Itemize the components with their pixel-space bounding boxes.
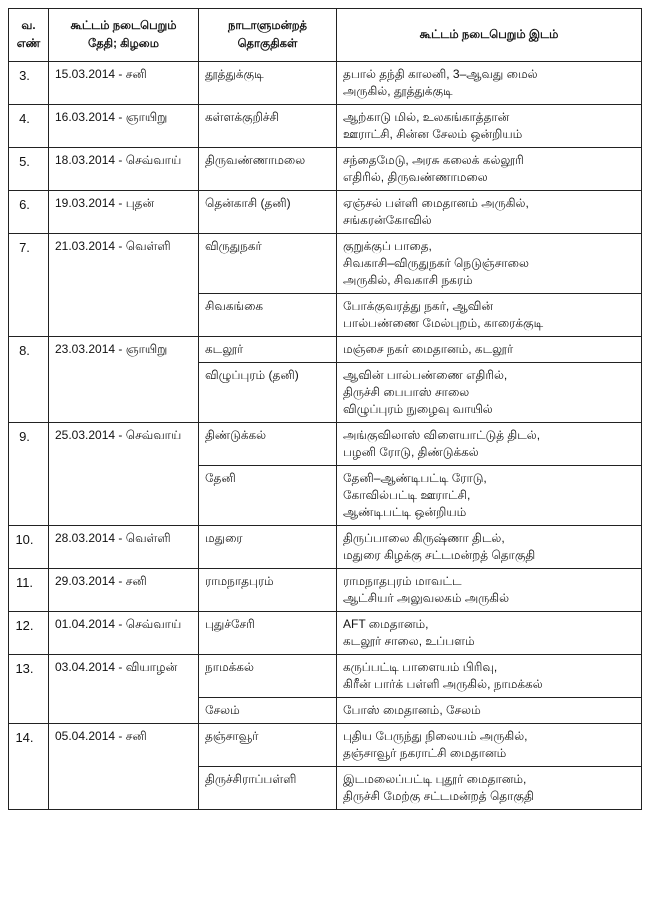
serial-number: 7.	[9, 234, 49, 337]
venue: ராமநாதபுரம் மாவட்ட ஆட்சியர் அலுவலகம் அருகில்	[337, 569, 642, 612]
serial-number: 13.	[9, 655, 49, 724]
serial-number: 10.	[9, 526, 49, 569]
table-row	[9, 526, 642, 569]
constituency: சிவகங்கை	[199, 294, 337, 337]
venue: ஏஞ்சல் பள்ளி மைதானம் அருகில், சங்கரன்கோவில்	[337, 191, 642, 234]
venue: புதிய பேருந்து நிலையம் அருகில், தஞ்சாவூர் நகராட்சி மைதானம்	[337, 724, 642, 767]
table-row	[9, 191, 642, 234]
date-day: 21.03.2014 - வெள்ளி	[49, 234, 199, 337]
constituency: திருவண்ணாமலை	[199, 148, 337, 191]
table-row	[9, 612, 642, 655]
venue: இடமலைப்பட்டி புதூர் மைதானம், திருச்சி மேற்கு சட்டமன்றத் தொகுதி	[337, 767, 642, 810]
venue: தபால் தந்தி காலனி, 3–ஆவது மைல் அருகில், தூத்துக்குடி	[337, 62, 642, 105]
serial-number: 6.	[9, 191, 49, 234]
date-day: 25.03.2014 - செவ்வாய்	[49, 423, 199, 526]
constituency: திண்டுக்கல்	[199, 423, 337, 466]
constituency: மதுரை	[199, 526, 337, 569]
table-row	[9, 62, 642, 105]
date-day: 05.04.2014 - சனி	[49, 724, 199, 810]
constituency: தூத்துக்குடி	[199, 62, 337, 105]
date-day: 18.03.2014 - செவ்வாய்	[49, 148, 199, 191]
table-row	[9, 148, 642, 191]
venue: AFT மைதானம், கடலூர் சாலை, உப்பளம்	[337, 612, 642, 655]
venue: போஸ் மைதானம், சேலம்	[337, 698, 642, 724]
date-day: 16.03.2014 - ஞாயிறு	[49, 105, 199, 148]
venue: கருப்பட்டி பாளையம் பிரிவு, கிரீன் பார்க் பள்ளி அருகில், நாமக்கல்	[337, 655, 642, 698]
constituency: நாமக்கல்	[199, 655, 337, 698]
venue: ஆற்காடு மில், உலகங்காத்தான் ஊராட்சி, சின்ன சேலம் ஒன்றியம்	[337, 105, 642, 148]
constituency: கடலூர்	[199, 337, 337, 363]
constituency: தஞ்சாவூர்	[199, 724, 337, 767]
header-date-day: கூட்டம் நடைபெறும் தேதி; கிழமை	[49, 9, 199, 62]
serial-number: 8.	[9, 337, 49, 423]
venue: அங்குவிலாஸ் விளையாட்டுத் திடல், பழனி ரோடு, திண்டுக்கல்	[337, 423, 642, 466]
serial-number: 5.	[9, 148, 49, 191]
constituency: ராமநாதபுரம்	[199, 569, 337, 612]
header-row	[9, 9, 642, 62]
schedule-table	[8, 8, 642, 810]
table-row	[9, 569, 642, 612]
venue: ஆவின் பால்பண்ணை எதிரில், திருச்சி பைபாஸ் சாலை விழுப்புரம் நுழைவு வாயில்	[337, 363, 642, 423]
header-serial-number: வ. எண்	[9, 9, 49, 62]
constituency: தேனி	[199, 466, 337, 526]
date-day: 28.03.2014 - வெள்ளி	[49, 526, 199, 569]
constituency: தென்காசி (தனி)	[199, 191, 337, 234]
table-row	[9, 423, 642, 466]
header-constituency: நாடாளுமன்றத் தொகுதிகள்	[199, 9, 337, 62]
date-day: 15.03.2014 - சனி	[49, 62, 199, 105]
constituency: திருச்சிராப்பள்ளி	[199, 767, 337, 810]
table-row	[9, 337, 642, 363]
constituency: விழுப்புரம் (தனி)	[199, 363, 337, 423]
date-day: 19.03.2014 - புதன்	[49, 191, 199, 234]
table-row	[9, 105, 642, 148]
venue: போக்குவரத்து நகர், ஆவின் பால்பண்ணை மேல்புறம், காரைக்குடி	[337, 294, 642, 337]
table-row	[9, 234, 642, 294]
venue: சந்தைமேடு, அரசு கலைக் கல்லூரி எதிரில், திருவண்ணாமலை	[337, 148, 642, 191]
venue: குறுக்குப் பாதை, சிவகாசி–விருதுநகர் நெடுஞ்சாலை அருகில், சிவகாசி நகரம்	[337, 234, 642, 294]
serial-number: 11.	[9, 569, 49, 612]
constituency: சேலம்	[199, 698, 337, 724]
venue: மஞ்சை நகர் மைதானம், கடலூர்	[337, 337, 642, 363]
table-row	[9, 655, 642, 698]
serial-number: 14.	[9, 724, 49, 810]
venue: திருப்பாலை கிருஷ்ணா திடல், மதுரை கிழக்கு சட்டமன்றத் தொகுதி	[337, 526, 642, 569]
date-day: 03.04.2014 - வியாழன்	[49, 655, 199, 724]
serial-number: 4.	[9, 105, 49, 148]
venue: தேனி–ஆண்டிபட்டி ரோடு, கோவில்பட்டி ஊராட்சி, ஆண்டிபட்டி ஒன்றியம்	[337, 466, 642, 526]
date-day: 29.03.2014 - சனி	[49, 569, 199, 612]
constituency: கள்ளக்குறிச்சி	[199, 105, 337, 148]
header-venue: கூட்டம் நடைபெறும் இடம்	[337, 9, 642, 62]
constituency: புதுச்சேரி	[199, 612, 337, 655]
table-row	[9, 724, 642, 767]
constituency: விருதுநகர்	[199, 234, 337, 294]
serial-number: 3.	[9, 62, 49, 105]
serial-number: 12.	[9, 612, 49, 655]
date-day: 23.03.2014 - ஞாயிறு	[49, 337, 199, 423]
date-day: 01.04.2014 - செவ்வாய்	[49, 612, 199, 655]
serial-number: 9.	[9, 423, 49, 526]
